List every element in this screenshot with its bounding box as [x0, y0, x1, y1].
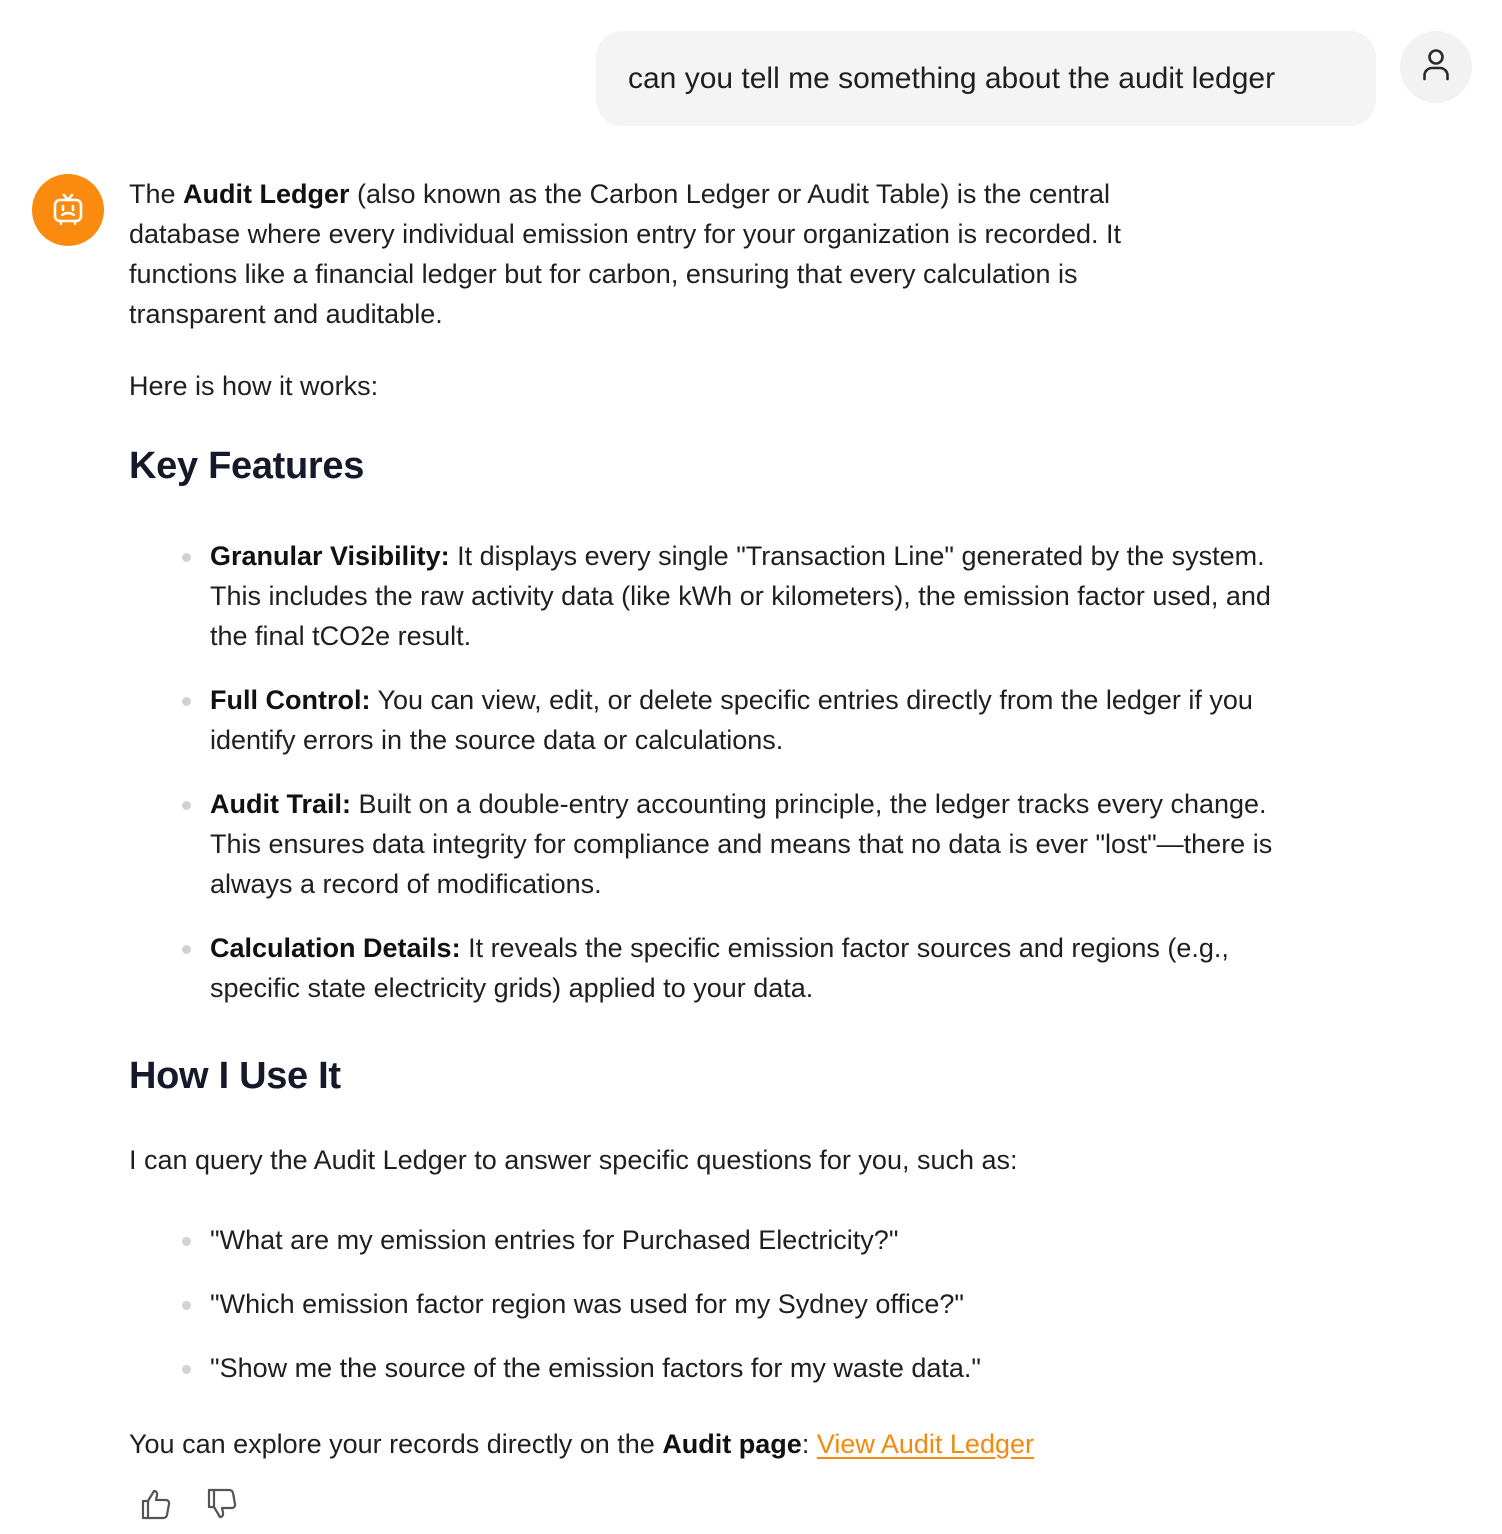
how-it-works-text: Here is how it works:: [129, 371, 379, 401]
explore-colon: :: [801, 1429, 817, 1459]
bullet-dot: [182, 1301, 191, 1310]
query-text: "What are my emission entries for Purchased Electricity?": [210, 1225, 899, 1255]
user-message-text: can you tell me something about the audit ledger: [628, 62, 1276, 95]
feature-text: It displays every single "Transaction Line" generated by the system. This includes the raw activity data (like kWh or kilometers), the emission factor used, and the final tCO2e result.: [210, 541, 1271, 651]
feature-text: You can view, edit, or delete specific entries directly from the ledger if you identify errors in the source data or calculations.: [210, 685, 1253, 755]
assistant-message: [129, 174, 1329, 1464]
key-features-heading: Key Features: [129, 445, 365, 487]
intro-text-pre: The: [129, 179, 184, 209]
user-message-bubble: [596, 31, 1376, 126]
query-text: "Show me the source of the emission factors for my waste data.": [210, 1353, 982, 1383]
robot-icon: [51, 191, 85, 230]
feedback-bar: [138, 1488, 240, 1524]
thumbs-down-icon: [205, 1487, 239, 1526]
list-item: [182, 928, 1292, 1008]
bullet-dot: [182, 945, 191, 954]
features-list: [182, 536, 1292, 1008]
intro-bold-term: Audit Ledger: [183, 179, 350, 209]
intro-text-post: (also known as the Carbon Ledger or Audit Table) is the central database where every individual emission entry for your organization is recorded. It functions like a financial ledger but for carbon, ensuring that every calculation is transparent and auditable.: [129, 179, 1122, 329]
feature-label: Granular Visibility:: [210, 541, 450, 571]
thumbs-up-icon: [139, 1487, 173, 1526]
like-button[interactable]: [138, 1488, 174, 1524]
view-audit-ledger-link[interactable]: View Audit Ledger: [816, 1429, 1034, 1459]
dislike-button[interactable]: [204, 1488, 240, 1524]
assistant-avatar: [32, 174, 104, 246]
queries-list: [182, 1220, 1292, 1388]
list-item: [182, 536, 1292, 656]
list-item: [182, 680, 1292, 760]
user-icon: [1421, 48, 1451, 87]
feature-label: Calculation Details:: [210, 933, 461, 963]
query-intro-text: I can query the Audit Ledger to answer specific questions for you, such as:: [129, 1145, 1018, 1175]
list-item: [182, 1220, 1292, 1260]
bullet-dot: [182, 1365, 191, 1374]
user-avatar: [1400, 31, 1472, 103]
feature-label: Full Control:: [210, 685, 371, 715]
list-item: [182, 1348, 1292, 1388]
bullet-dot: [182, 553, 191, 562]
list-item: [182, 1284, 1292, 1324]
list-item: [182, 784, 1292, 904]
feature-label: Audit Trail:: [210, 789, 351, 819]
explore-paragraph: [129, 1424, 1329, 1464]
query-text: "Which emission factor region was used for my Sydney office?": [210, 1289, 964, 1319]
bullet-dot: [182, 1237, 191, 1246]
bullet-dot: [182, 801, 191, 810]
how-i-use-heading: How I Use It: [129, 1055, 341, 1097]
feature-text: Built on a double-entry accounting principle, the ledger tracks every change. This ensures data integrity for compliance and means that no data is ever "lost"—there is always a record of modifications.: [210, 789, 1273, 899]
bullet-dot: [182, 697, 191, 706]
explore-bold-term: Audit page: [662, 1429, 802, 1459]
intro-paragraph: [129, 174, 1209, 334]
feature-text: It reveals the specific emission factor sources and regions (e.g., specific state electricity grids) applied to your data.: [210, 933, 1229, 1003]
explore-text: You can explore your records directly on the: [129, 1429, 663, 1459]
